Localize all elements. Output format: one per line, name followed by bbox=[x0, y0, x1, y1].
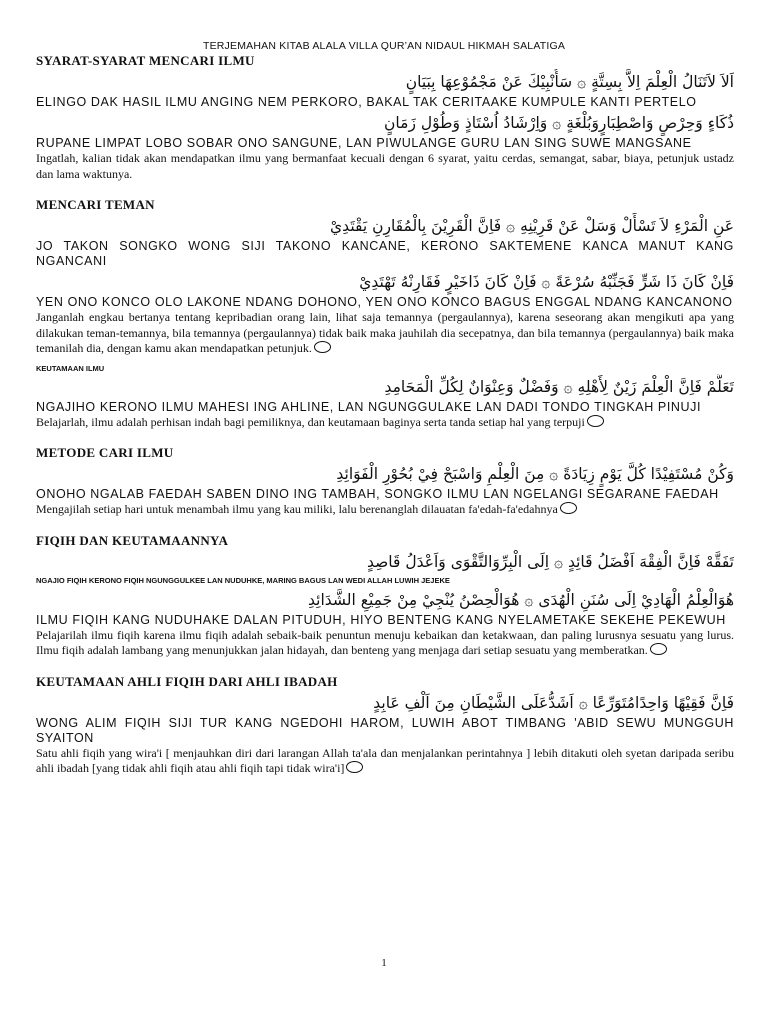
speech-bubble-icon bbox=[650, 643, 667, 655]
indonesian-translation bbox=[36, 415, 734, 431]
page-number: 1 bbox=[381, 957, 387, 969]
indonesian-translation: Ingatlah, kalian tidak akan mendapatkan ilmu yang bermanfaat kecuali dengan 6 syarat, yaitu cerdas, semangat, sabar, biaya, petunjuk ustadz dan lama waktunya. bbox=[36, 151, 734, 181]
javanese-translation: RUPANE LIMPAT LOBO SOBAR ONO SANGUNE, LAN PIWULANGE GURU LAN SING SUWE MANGSANE bbox=[36, 136, 692, 150]
indonesian-text: Satu ahli fiqih yang wira'i [ menjauhkan diri dari larangan Allah ta'ala dan menjalankan perintahnya ] lebih ditakuti oleh syetan daripada seribu ahli ibadah [yang tidak ahli fiqih atau ahli fiqih tapi tidak wira'i] bbox=[36, 745, 734, 775]
section-title: KEUTAMAAN AHLI FIQIH DARI AHLI IBADAH bbox=[36, 673, 338, 689]
indonesian-text: Janganlah engkau bertanya tentang kepribadian orang lain, lihat saja temannya (pergaulannya), karena seseorang akan mengikuti apa yang dilakukan teman-temannya, bila temannya (pergaulannya) tidak baik maka jauhilah dia secepatnya, dan bila temannya (pergaulannya) baik maka temanilah dia, dengan kamu akan mendapatkan petunjuk. bbox=[36, 310, 734, 355]
section-mencari-teman bbox=[36, 196, 734, 357]
page-header: TERJEMAHAN KITAB ALALA VILLA QUR’AN NIDAUL HIKMAH SALATIGA bbox=[202, 40, 566, 52]
javanese-translation: ONOHO NGALAB FAEDAH SABEN DINO ING TAMBAH, SONGKO ILMU LAN NGELANGI SEGARANE FAEDAH bbox=[36, 487, 719, 501]
arabic-verse: تَعَلَّمْ فَاِنَّ الْعِلْمَ زَيْنٌ لِأَهْلِهِ ۞ وَفَضْلٌ وَعِنْوَانٌ لِكُلِّ الْمَحَامِدِ bbox=[384, 377, 734, 396]
indonesian-text: Pelajarilah ilmu fiqih karena ilmu fiqih adalah sebaik-baik penuntun menuju kebaikan dan ketakwaan, dan paling lurusnya sesuatu yang lurus. Ilmu fiqih adalah lambang yang menunjukkan jalan hidayah, dan benteng yang menjaga dari setiap sesuatu yang memberatkan. bbox=[36, 627, 734, 657]
section-keutamaan-ilmu bbox=[36, 363, 734, 431]
javanese-translation: YEN ONO KONCO OLO LAKONE NDANG DOHONO, YEN ONO KONCO BAGUS ENGGAL NDANG KANCANONO bbox=[36, 295, 733, 309]
section-title: SYARAT-SYARAT MENCARI ILMU bbox=[36, 53, 255, 68]
page-content bbox=[36, 52, 734, 777]
indonesian-text: Belajarlah, ilmu adalah perhisan indah bagi pemiliknya, dan keutamaan baginya serta tanda setiap hal yang terpuji bbox=[36, 414, 585, 429]
javanese-translation: JO TAKON SONGKO WONG SIJI TAKONO KANCANE, KERONO SAKTEMENE KANCA MANUT KANG NGANCANI bbox=[36, 239, 734, 268]
indonesian-translation bbox=[36, 502, 734, 518]
section-title: MENCARI TEMAN bbox=[36, 197, 155, 212]
speech-bubble-icon bbox=[346, 761, 363, 773]
section-metode-cari-ilmu bbox=[36, 444, 734, 518]
indonesian-translation bbox=[36, 628, 734, 659]
javanese-translation: WONG ALIM FIQIH SIJI TUR KANG NGEDOHI HAROM, LUWIH ABOT TIMBANG 'ABID SEWU MUNGGUH SYAITON bbox=[36, 715, 734, 745]
javanese-translation: ELINGO DAK HASIL ILMU ANGING NEM PERKORO, BAKAL TAK CERITAAKE KUMPULE KANTI PERTELO bbox=[36, 95, 697, 109]
javanese-translation: NGAJIO FIQIH KERONO FIQIH NGUNGGULKEE LAN NUDUHKE, MARING BAGUS LAN WEDI ALLAH LUWIH JEJEKE bbox=[36, 575, 450, 585]
speech-bubble-icon bbox=[587, 415, 604, 427]
arabic-verse: عَنِ الْمَرْءِ لاَ تَسْأَلْ وَسَلْ عَنْ قَرِيْنِهِ ۞ فَاِنَّ الْقَرِيْنَ بِالْمُقَارِنِ يَقْتَدِيْ bbox=[330, 217, 734, 235]
indonesian-translation bbox=[36, 310, 734, 357]
section-syarat-mencari-ilmu bbox=[36, 52, 734, 182]
arabic-verse: ذُكَاءٍ وَحِرْصٍ وَاصْطِبَارٍوَبُلْغَةٍ ۞ وَاِرْشَادُ اُسْتَاذٍ وَطُوْلِ زَمَانٍ bbox=[384, 114, 734, 132]
arabic-verse: تَفَقَّهْ فَاِنَّ الْفِقْهَ اَفْضَلُ قَائِدٍ ۞ اِلَى الْبِرِّوَالتَّقْوَى وَاَعْدَلُ قَاصِدٍ bbox=[367, 552, 734, 571]
section-title: FIQIH DAN KEUTAMAANNYA bbox=[36, 532, 229, 548]
arabic-verse: هُوَالْعِلْمُ الْهَادِيْ اِلَى سُنَنِ الْهُدَى ۞ هُوَالْحِصْنُ يُنْجِيْ مِنْ جَمِيْعِ الشَّدَائِدِ bbox=[308, 590, 734, 609]
arabic-verse: وَكُنْ مُسْتَفِيْدًا كُلَّ يَوْمٍ زِيَادَةً ۞ مِنَ الْعِلْمِ وَاسْبَحْ فِيْ بُحُوْرِ الْفَوَائِدِ bbox=[336, 465, 734, 483]
speech-bubble-icon bbox=[314, 341, 331, 353]
indonesian-translation bbox=[36, 746, 734, 777]
speech-bubble-icon bbox=[560, 502, 577, 514]
section-title: METODE CARI ILMU bbox=[36, 445, 174, 460]
javanese-translation: NGAJIHO KERONO ILMU MAHESI ING AHLINE, LAN NGUNGGULAKE LAN DADI TONDO TINGKAH PINUJI bbox=[36, 399, 702, 414]
section-keutamaan-ahli-fiqih bbox=[36, 673, 734, 777]
arabic-verse: فَاِنْ كَانَ ذَا شَرٍّ فَجَنِّبْهُ سُرْعَةً ۞ فَاِنْ كَانَ ذَاخَيْرٍ فَقَارِنْهُ تَهْتَدِيْ bbox=[359, 273, 734, 291]
section-title: KEUTAMAAN ILMU bbox=[36, 363, 105, 373]
arabic-verse: اَلاَ لاَتَنَالُ الْعِلْمَ اِلاَّ بِسِتَّةٍ ۞ سَأُنْبِيْكَ عَنْ مَجْمُوْعِهَا بِبَيَانٍ bbox=[405, 73, 734, 91]
section-fiqih-dan-keutamaannya bbox=[36, 532, 734, 659]
javanese-translation: ILMU FIQIH KANG NUDUHAKE DALAN PITUDUH, HIYO BENTENG KANG NYELAMETAKE SEKEHE PEKEWUH bbox=[36, 612, 726, 627]
arabic-verse: فَاِنَّ فَقِيْهًا وَاحِدًامُتَوَرِّعًا ۞ اَشَدُّعَلَى الشَّيْطَانِ مِنَ اَلْفِ عَابِدٍ bbox=[373, 693, 734, 712]
indonesian-text: Mengajilah setiap hari untuk menambah ilmu yang kau miliki, lalu berenanglah dilauatan fa'edah-fa'edahnya bbox=[36, 502, 558, 516]
